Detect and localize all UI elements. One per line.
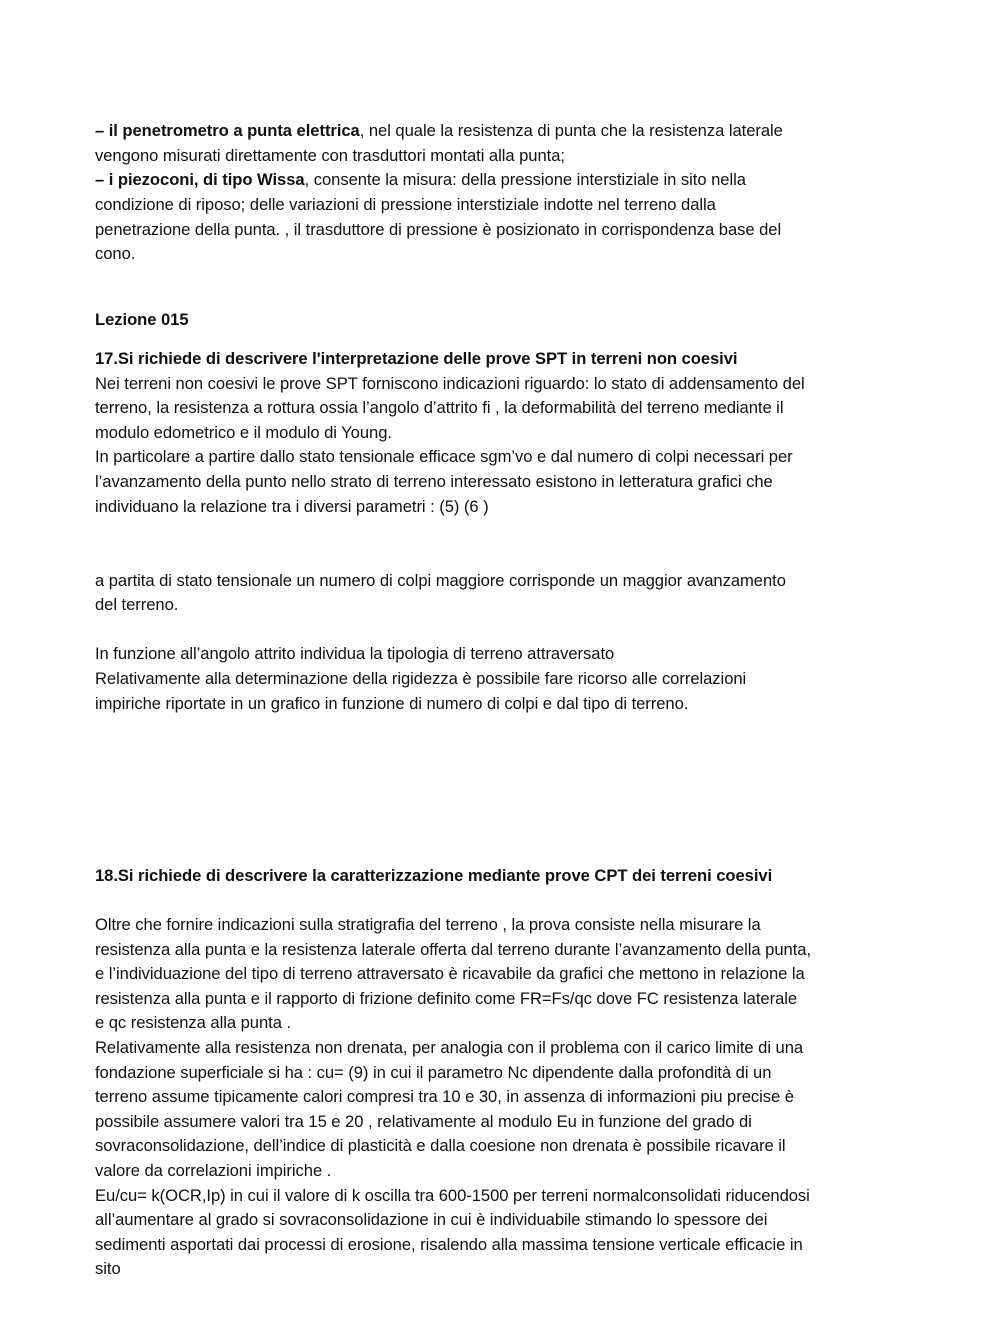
q17-line: In particolare a partire dallo stato tensionale efficace sgm’vo e dal numero di colpi necessari per <box>95 447 793 466</box>
q17-line: impiriche riportate in un grafico in funzione di numero di colpi e dal tipo di terreno. <box>95 694 689 713</box>
q17-line: modulo edometrico e il modulo di Young. <box>95 423 392 442</box>
intro-item-piezocone-line3: penetrazione della punta. , il trasduttore di pressione è posizionato in corrispondenza base del <box>95 220 782 239</box>
intro-item-piezocone <box>95 168 746 193</box>
q18-line: resistenza alla punta e la resistenza laterale offerta dal terreno durante l’avanzamento della punta, <box>95 940 812 959</box>
intro-item-electric-cone-term: – il penetrometro a punta elettrica <box>95 121 360 140</box>
intro-item-piezocone-text: , consente la misura: della pressione interstiziale in sito nella <box>304 170 746 189</box>
q17-line: Nei terreni non coesivi le prove SPT forniscono indicazioni riguardo: lo stato di addensamento del <box>95 374 805 393</box>
q18-line: Relativamente alla resistenza non drenata, per analogia con il problema con il carico limite di una <box>95 1038 804 1057</box>
q18-title: 18.Si richiede di descrivere la caratterizzazione mediante prove CPT dei terreni coesivi <box>95 866 773 885</box>
q17-title: 17.Si richiede di descrivere l'interpretazione delle prove SPT in terreni non coesivi <box>95 349 738 368</box>
q18-line: resistenza alla punta e il rapporto di frizione definito come FR=Fs/qc dove FC resistenza laterale <box>95 989 798 1008</box>
intro-item-electric-cone-text: , nel quale la resistenza di punta che la resistenza laterale <box>359 121 783 140</box>
q18-line: all’aumentare al grado si sovraconsolidazione in cui è individuabile stimando lo spessore dei <box>95 1210 768 1229</box>
q18-line: possibile assumere valori tra 15 e 20 , relativamente al modulo Eu in funzione del grado di <box>95 1112 752 1131</box>
q18-line: Oltre che fornire indicazioni sulla stratigrafia del terreno , la prova consiste nella misurare la <box>95 915 761 934</box>
q17-line: l’avanzamento della punto nello strato di terreno interessato esistono in letteratura grafici che <box>95 472 773 491</box>
q17-line: del terreno. <box>95 595 179 614</box>
intro-item-piezocone-line4: cono. <box>95 244 136 263</box>
q18-line: e qc resistenza alla punta . <box>95 1013 291 1032</box>
q17-line: Relativamente alla determinazione della rigidezza è possibile fare ricorso alle correlazioni <box>95 669 747 688</box>
q18-line: sovraconsolidazione, dell’indice di plasticità e dalla coesione non drenata è possibile ricavare il <box>95 1136 786 1155</box>
q18-line: fondazione superficiale si ha : cu= (9) in cui il parametro Nc dipendente dalla profondità di un <box>95 1063 772 1082</box>
q17-line: terreno, la resistenza a rottura ossia l’angolo d’attrito fi , la deformabilità del terreno mediante il <box>95 398 784 417</box>
intro-item-electric-cone-line2: vengono misurati direttamente con trasduttori montati alla punta; <box>95 146 565 165</box>
q17-line: individuano la relazione tra i diversi parametri : (5) (6 ) <box>95 497 489 516</box>
intro-item-electric-cone <box>95 119 783 144</box>
q17-line: a partita di stato tensionale un numero di colpi maggiore corrisponde un maggior avanzamento <box>95 571 786 590</box>
intro-item-piezocone-line2: condizione di riposo; delle variazioni di pressione interstiziale indotte nel terreno dalla <box>95 195 716 214</box>
q18-line: sito <box>95 1259 121 1278</box>
q18-line: e l’individuazione del tipo di terreno attraversato è ricavabile da grafici che mettono in relazione la <box>95 964 805 983</box>
q18-line: Eu/cu= k(OCR,Ip) in cui il valore di k oscilla tra 600-1500 per terreni normalconsolidati riducendosi <box>95 1186 810 1205</box>
q18-line: valore da correlazioni impiriche . <box>95 1161 332 1180</box>
q18-line: terreno assume tipicamente calori compresi tra 10 e 30, in assenza di informazioni piu precise è <box>95 1087 794 1106</box>
lesson-heading: Lezione 015 <box>95 310 189 329</box>
intro-item-piezocone-term: – i piezoconi, di tipo Wissa <box>95 170 305 189</box>
q17-line: In funzione all’angolo attrito individua la tipologia di terreno attraversato <box>95 644 615 663</box>
q18-line: sedimenti asportati dai processi di erosione, risalendo alla massima tensione verticale efficacie in <box>95 1235 803 1254</box>
